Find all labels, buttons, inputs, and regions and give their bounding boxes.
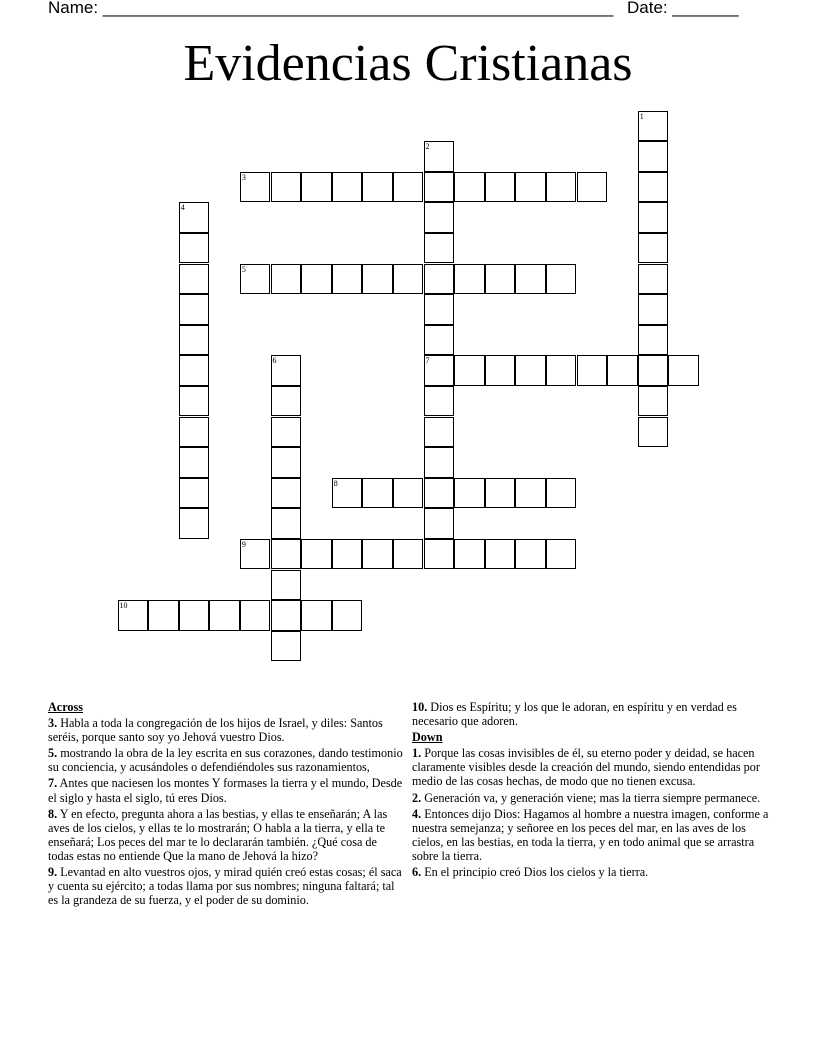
crossword-cell[interactable]: [179, 233, 210, 264]
crossword-cell[interactable]: [638, 264, 669, 295]
clue-number: 9: [241, 539, 246, 549]
crossword-cell[interactable]: [179, 417, 210, 448]
crossword-cell[interactable]: [546, 478, 577, 509]
clue-down-2: 2. Generación va, y generación viene; mas la tierra siempre permanece.: [412, 790, 761, 805]
crossword-cell[interactable]: [393, 264, 424, 295]
crossword-cell[interactable]: [546, 172, 577, 203]
crossword-cell[interactable]: [454, 264, 485, 295]
crossword-cell[interactable]: [546, 264, 577, 295]
crossword-cell[interactable]: [240, 264, 271, 295]
crossword-cell[interactable]: [362, 172, 393, 203]
clue-down-1: 1. Porque las cosas invisibles de él, su eterno poder y deidad, se hacen claramente visibles desde la creación del mundo, siendo entendidas por medio de las cosas hechas, de modo que no tienen excusa.: [412, 746, 760, 789]
crossword-cell[interactable]: [424, 447, 455, 478]
crossword-cell[interactable]: [179, 600, 210, 631]
clue-across-10: 10. Dios es Espíritu; y los que le adoran, en espíritu y en verdad es necesario que adoren.: [412, 700, 737, 729]
crossword-cell[interactable]: [424, 141, 455, 172]
crossword-cell[interactable]: [148, 600, 179, 631]
clue-across-8: 8. Y en efecto, pregunta ahora a las bestias, y ellas te enseñarán; A las aves de los cielos, y ellas te lo mostrarán; O habla a la tierra, y ella te enseñará; Los peces del mar te lo declararán también. ¿Qué cosa de todas estas no entiende Que la mano de Jehová la hizo?: [48, 806, 388, 863]
date-field[interactable]: Date: _______: [627, 0, 739, 17]
crossword-cell[interactable]: [638, 355, 669, 386]
crossword-cell[interactable]: [271, 508, 302, 539]
crossword-cell[interactable]: [332, 600, 363, 631]
crossword-cell[interactable]: [485, 172, 516, 203]
crossword-cell[interactable]: [424, 325, 455, 356]
crossword-cell[interactable]: [638, 172, 669, 203]
crossword-cell[interactable]: [271, 600, 302, 631]
across-heading: Across: [48, 700, 83, 714]
crossword-cell[interactable]: [301, 172, 332, 203]
clue-across-9: 9. Levantad en alto vuestros ojos, y mirad quién creó estas cosas; él saca y cuenta su ejército; a todas llama por sus nombres; ninguna faltará; tal es la grandeza de su fuerza, y el poder de su dominio.: [48, 865, 402, 908]
crossword-cell[interactable]: [638, 233, 669, 264]
clue-across-7: 7. Antes que naciesen los montes Y formases la tierra y el mundo, Desde el siglo y hasta el siglo, tú eres Dios.: [48, 776, 403, 805]
crossword-cell[interactable]: [638, 202, 669, 233]
crossword-cell[interactable]: [362, 264, 393, 295]
crossword-cell[interactable]: [179, 264, 210, 295]
crossword-cell[interactable]: [332, 539, 363, 570]
crossword-cell[interactable]: [638, 141, 669, 172]
crossword-cell[interactable]: [179, 447, 210, 478]
crossword-cell[interactable]: [332, 172, 363, 203]
crossword-cell[interactable]: [362, 539, 393, 570]
crossword-cell[interactable]: [271, 631, 302, 662]
crossword-cell[interactable]: [271, 386, 302, 417]
crossword-cell[interactable]: [271, 264, 302, 295]
crossword-cell[interactable]: [424, 417, 455, 448]
crossword-cell[interactable]: [424, 478, 455, 509]
crossword-cell[interactable]: [393, 539, 424, 570]
crossword-cell[interactable]: [118, 600, 149, 631]
crossword-cell[interactable]: [485, 539, 516, 570]
crossword-cell[interactable]: [607, 355, 638, 386]
crossword-cell[interactable]: [515, 478, 546, 509]
crossword-cell[interactable]: [393, 478, 424, 509]
crossword-cell[interactable]: [424, 386, 455, 417]
crossword-cell[interactable]: [638, 386, 669, 417]
crossword-cell[interactable]: [271, 172, 302, 203]
clue-number: 10: [119, 601, 128, 611]
clue-number: 7: [425, 356, 430, 366]
crossword-cell[interactable]: [271, 417, 302, 448]
crossword-cell[interactable]: [485, 478, 516, 509]
crossword-cell[interactable]: [668, 355, 699, 386]
crossword-cell[interactable]: [454, 539, 485, 570]
crossword-cell[interactable]: [301, 600, 332, 631]
clue-across-3: 3. Habla a toda la congregación de los hijos de Israel, y diles: Santos seréis, porque santo soy yo Jehová vuestro Dios.: [48, 716, 383, 745]
crossword-cell[interactable]: [179, 202, 210, 233]
clue-number: 8: [333, 478, 338, 488]
crossword-cell[interactable]: [301, 264, 332, 295]
crossword-cell[interactable]: [515, 355, 546, 386]
crossword-cell[interactable]: [424, 202, 455, 233]
crossword-cell[interactable]: [209, 600, 240, 631]
crossword-cell[interactable]: [179, 508, 210, 539]
crossword-cell[interactable]: [638, 417, 669, 448]
clue-number: 1: [639, 111, 644, 121]
crossword-cell[interactable]: [332, 478, 363, 509]
clue-number: 2: [425, 142, 430, 152]
crossword-cell[interactable]: [362, 478, 393, 509]
crossword-cell[interactable]: [271, 478, 302, 509]
crossword-cell[interactable]: [638, 294, 669, 325]
crossword-cell[interactable]: [546, 539, 577, 570]
crossword-cell[interactable]: [240, 539, 271, 570]
crossword-cell[interactable]: [515, 172, 546, 203]
crossword-cell[interactable]: [546, 355, 577, 386]
crossword-cell[interactable]: [577, 172, 608, 203]
crossword-cell[interactable]: [424, 355, 455, 386]
crossword-cell[interactable]: [454, 478, 485, 509]
crossword-cell[interactable]: [179, 386, 210, 417]
crossword-cell[interactable]: [485, 355, 516, 386]
clue-down-6: 6. En el principio creó Dios los cielos y la tierra.: [412, 865, 649, 880]
clue-number: 6: [272, 356, 277, 366]
clue-number: 5: [241, 264, 246, 274]
clue-across-5: 5. mostrando la obra de la ley escrita en sus corazones, dando testimonio su conciencia, y acusándoles o defendiéndoles sus razonamientos,: [48, 746, 403, 775]
crossword-cell[interactable]: [454, 172, 485, 203]
crossword-cell[interactable]: [424, 508, 455, 539]
crossword-cell[interactable]: [179, 355, 210, 386]
crossword-cell[interactable]: [424, 539, 455, 570]
crossword-cell[interactable]: [332, 264, 363, 295]
crossword-cell[interactable]: [271, 447, 302, 478]
crossword-cell[interactable]: [515, 539, 546, 570]
crossword-cell[interactable]: [638, 325, 669, 356]
crossword-cell[interactable]: [301, 539, 332, 570]
crossword-cell[interactable]: [240, 600, 271, 631]
crossword-cell[interactable]: [454, 355, 485, 386]
crossword-cell[interactable]: [179, 478, 210, 509]
page-title: Evidencias Cristianas: [183, 35, 633, 92]
crossword-cell[interactable]: [515, 264, 546, 295]
crossword-cell[interactable]: [271, 539, 302, 570]
clue-number: 3: [241, 172, 246, 182]
crossword-cell[interactable]: [271, 355, 302, 386]
clue-down-4: 4. Entonces dijo Dios: Hagamos al hombre a nuestra imagen, conforme a nuestra semejanza; y señoree en los peces del mar, en las aves de los cielos, en las bestias, en toda la tierra, y en todo animal que se arrastra sobre la tierra.: [412, 806, 769, 863]
down-heading: Down: [412, 730, 443, 745]
crossword-cell[interactable]: [424, 233, 455, 264]
crossword-cell[interactable]: [424, 264, 455, 295]
clue-number: 4: [180, 203, 185, 213]
clues-column-right: [412, 700, 770, 881]
crossword-cell[interactable]: [638, 111, 669, 142]
crossword-cell[interactable]: [393, 172, 424, 203]
crossword-cell[interactable]: [271, 570, 302, 601]
crossword-cell[interactable]: [179, 294, 210, 325]
crossword-cell[interactable]: [485, 264, 516, 295]
name-field[interactable]: Name: ______________________________________________________: [48, 0, 614, 17]
crossword-cell[interactable]: [179, 325, 210, 356]
crossword-cell[interactable]: [577, 355, 608, 386]
crossword-cell[interactable]: [240, 172, 271, 203]
crossword-cell[interactable]: [424, 294, 455, 325]
crossword-cell[interactable]: [424, 172, 455, 203]
clues-column-left: [48, 700, 404, 909]
